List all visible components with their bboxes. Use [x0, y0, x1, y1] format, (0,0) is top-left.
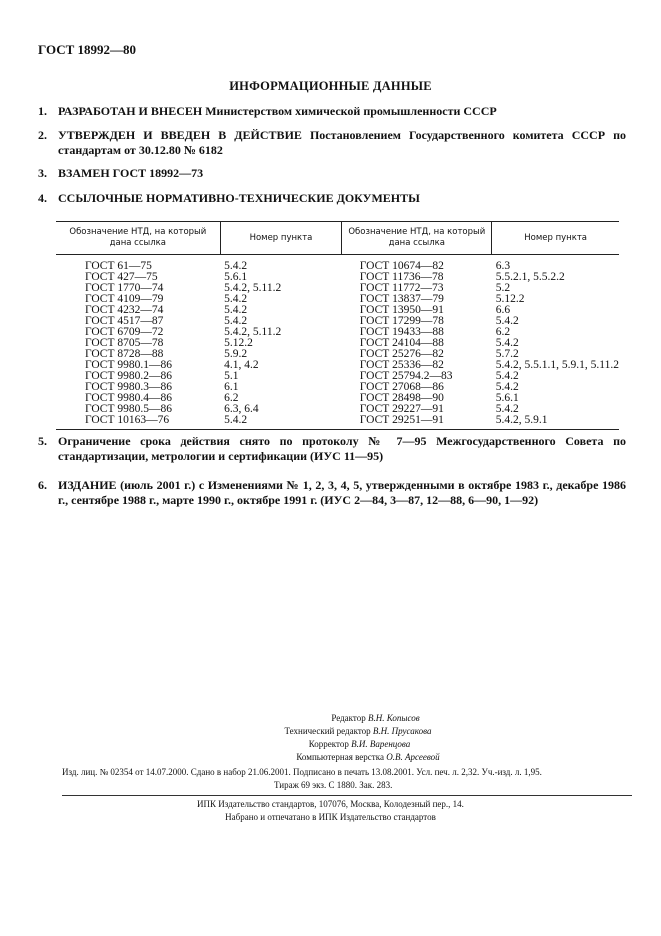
item-text: РАЗРАБОТАН И ВНЕСЕН Министерством химической промышленности СССР: [58, 104, 497, 118]
cell-clause-left: 5.4.2: [220, 415, 342, 430]
item-number: 4.: [38, 191, 47, 205]
cell-clause-left: 5.4.2, 5.11.2: [224, 282, 282, 294]
credit-name: В.Н. Копысов: [368, 713, 420, 723]
credit-corrector: [0, 738, 661, 751]
cell-clause-right: 6.6: [495, 304, 511, 316]
cell-clause-left: 5.4.2: [224, 304, 248, 316]
cell-clause-left: 6.3, 6.4: [224, 403, 259, 415]
cell-clause-left: 6.2: [224, 392, 239, 404]
cell-clause-left: 5.4.2: [224, 315, 248, 327]
item-text: ВЗАМЕН ГОСТ 18992—73: [58, 166, 204, 180]
cell-ntd-left: ГОСТ 1770—74: [85, 282, 164, 294]
item-text: ИЗДАНИЕ (июль 2001 г.) с Изменениями № 1, 2, 3, 4, 5, утвержденными в октябре 1983 г., декабре 1986 г., сентябре 1988 г., марте 1990 г., октябре 1991 г. (ИУС 2—84, 3—87, 12—88, 6—90, 1—92): [58, 478, 626, 507]
publisher-line-2: Набрано и отпечатано в ИПК Издательство стандартов: [225, 812, 436, 822]
cell-ntd-right: ГОСТ 25276—82: [359, 348, 444, 360]
cell-clause-left: 5.4.2: [224, 260, 248, 272]
table-header-row: [56, 222, 619, 255]
table-row: [56, 255, 619, 273]
credit-name: В.И. Варенцова: [351, 739, 411, 749]
cell-ntd-left: ГОСТ 9980.3—86: [85, 381, 173, 393]
item-number: 3.: [38, 166, 47, 180]
info-item-6: [38, 478, 626, 508]
cell-ntd-right: ГОСТ 11772—73: [359, 282, 444, 294]
item-number: 1.: [38, 104, 47, 118]
cell-ntd-right: ГОСТ 27068—86: [359, 381, 444, 393]
credit-name: В.Н. Прусакова: [372, 726, 432, 736]
column-header-clause-right: Номер пункта: [492, 222, 619, 255]
info-item-1: [38, 104, 626, 119]
cell-ntd-left: ГОСТ 9980.4—86: [85, 392, 173, 404]
column-header-ntd-left: Обозначение НТД, на который дана ссылка: [56, 222, 220, 255]
info-item-2: [38, 128, 626, 158]
cell-ntd-left: ГОСТ 10163—76: [56, 415, 220, 430]
imprint-line-1: Изд. лиц. № 02354 от 14.07.2000. Сдано в набор 21.06.2001. Подписано в печать 13.08.2001. Усл. печ. л. 2,32. Уч.-изд. л. 1,95.: [62, 767, 542, 777]
item-number: 5.: [38, 434, 47, 448]
credit-label: Корректор: [308, 739, 349, 749]
credit-name: О.В. Арсеевой: [386, 752, 440, 762]
cell-ntd-left: ГОСТ 4109—79: [85, 293, 164, 305]
cell-ntd-right: ГОСТ 19433—88: [359, 326, 444, 338]
info-items: [38, 104, 626, 214]
table-body: [56, 255, 619, 430]
cell-ntd-left: ГОСТ 4232—74: [85, 304, 164, 316]
page-title: ИНФОРМАЦИОННЫЕ ДАННЫЕ: [229, 79, 432, 93]
cell-ntd-right: ГОСТ 29227—91: [359, 403, 444, 415]
cell-ntd-right: ГОСТ 17299—78: [359, 315, 444, 327]
item-text: УТВЕРЖДЕН И ВВЕДЕН В ДЕЙСТВИЕ Постановлением Государственного комитета СССР по стандартам от 30.12.80 № 6182: [58, 128, 626, 157]
cell-ntd-right: ГОСТ 25794.2—83: [359, 370, 453, 382]
credit-editor: [0, 712, 661, 725]
cell-ntd-left: ГОСТ 6709—72: [85, 326, 164, 338]
info-item-5: [38, 434, 626, 464]
cell-ntd-left: ГОСТ 8705—78: [85, 337, 164, 349]
cell-clause-left: 4.1, 4.2: [224, 359, 259, 371]
info-item-3: [38, 166, 626, 181]
cell-ntd-right: ГОСТ 24104—88: [359, 337, 444, 349]
cell-ntd-right: ГОСТ 29251—91: [342, 415, 492, 430]
reference-documents-table: [56, 221, 619, 430]
imprint-line-2: Тираж 69 экз. С 1880. Зак. 283.: [274, 780, 393, 790]
publisher-line-1: ИПК Издательство стандартов, 107076, Москва, Колодезный пер., 14.: [197, 799, 464, 809]
item-text: Ограничение срока действия снято по протоколу № 7—95 Межгосударственного Совета по стандартизации, метрологии и сертификации (ИУС 11—95): [58, 434, 626, 463]
cell-ntd-right: ГОСТ 10674—82: [359, 260, 444, 272]
item-number: 6.: [38, 478, 47, 492]
item-text: ССЫЛОЧНЫЕ НОРМАТИВНО-ТЕХНИЧЕСКИЕ ДОКУМЕНТЫ: [58, 191, 420, 205]
cell-clause-right: 5.4.2: [495, 337, 519, 349]
credit-tech-editor: [0, 725, 661, 738]
cell-clause-right: 5.6.1: [495, 392, 519, 404]
table-row: [56, 415, 619, 430]
cell-clause-right: 5.4.2, 5.9.1: [492, 415, 619, 430]
column-header-ntd-right: Обозначение НТД, на который дана ссылка: [342, 222, 492, 255]
imprint-block: [62, 766, 632, 792]
cell-clause-right: 5.7.2: [495, 348, 519, 360]
cell-clause-left: 6.1: [224, 381, 239, 393]
cell-ntd-left: ГОСТ 4517—87: [85, 315, 164, 327]
cell-ntd-left: ГОСТ 8728—88: [85, 348, 164, 360]
publisher-block: [0, 798, 661, 824]
item-number: 2.: [38, 128, 47, 142]
cell-clause-right: 5.4.2: [495, 403, 519, 415]
column-header-clause-left: Номер пункта: [220, 222, 342, 255]
cell-ntd-right: ГОСТ 13950—91: [359, 304, 444, 316]
credit-label: Компьютерная верстка: [296, 752, 384, 762]
cell-clause-right: 6.2: [495, 326, 511, 338]
cell-ntd-right: ГОСТ 13837—79: [359, 293, 444, 305]
credit-layout: [0, 751, 661, 764]
document-code: ГОСТ 18992—80: [38, 42, 137, 57]
cell-clause-left: 5.4.2: [224, 293, 248, 305]
cell-clause-right: 5.4.2: [495, 315, 519, 327]
cell-ntd-left: ГОСТ 61—75: [85, 260, 152, 272]
info-items-continued: [38, 434, 626, 522]
cell-clause-right: 5.4.2, 5.5.1.1, 5.9.1, 5.11.2: [495, 359, 619, 371]
credits-block: [0, 712, 661, 764]
cell-clause-right: 6.3: [495, 260, 511, 272]
cell-clause-left: 5.1: [224, 370, 239, 382]
divider: [62, 795, 632, 796]
cell-ntd-right: ГОСТ 11736—78: [359, 271, 444, 283]
cell-clause-right: 5.5.2.1, 5.5.2.2: [495, 271, 565, 283]
cell-ntd-left: ГОСТ 9980.1—86: [85, 359, 173, 371]
cell-clause-left: 5.6.1: [224, 271, 248, 283]
cell-clause-left: 5.12.2: [224, 337, 253, 349]
cell-clause-left: 5.9.2: [224, 348, 248, 360]
cell-clause-right: 5.4.2: [495, 381, 519, 393]
cell-clause-left: 5.4.2, 5.11.2: [224, 326, 282, 338]
cell-clause-right: 5.4.2: [495, 370, 519, 382]
cell-clause-right: 5.2: [495, 282, 511, 294]
cell-ntd-left: ГОСТ 9980.5—86: [85, 403, 173, 415]
cell-ntd-left: ГОСТ 9980.2—86: [85, 370, 173, 382]
credit-label: Технический редактор: [284, 726, 371, 736]
cell-ntd-right: ГОСТ 28498—90: [359, 392, 444, 404]
info-item-4: [38, 191, 626, 206]
cell-clause-right: 5.12.2: [495, 293, 525, 305]
credit-label: Редактор: [331, 713, 366, 723]
cell-ntd-right: ГОСТ 25336—82: [359, 359, 444, 371]
cell-ntd-left: ГОСТ 427—75: [85, 271, 158, 283]
